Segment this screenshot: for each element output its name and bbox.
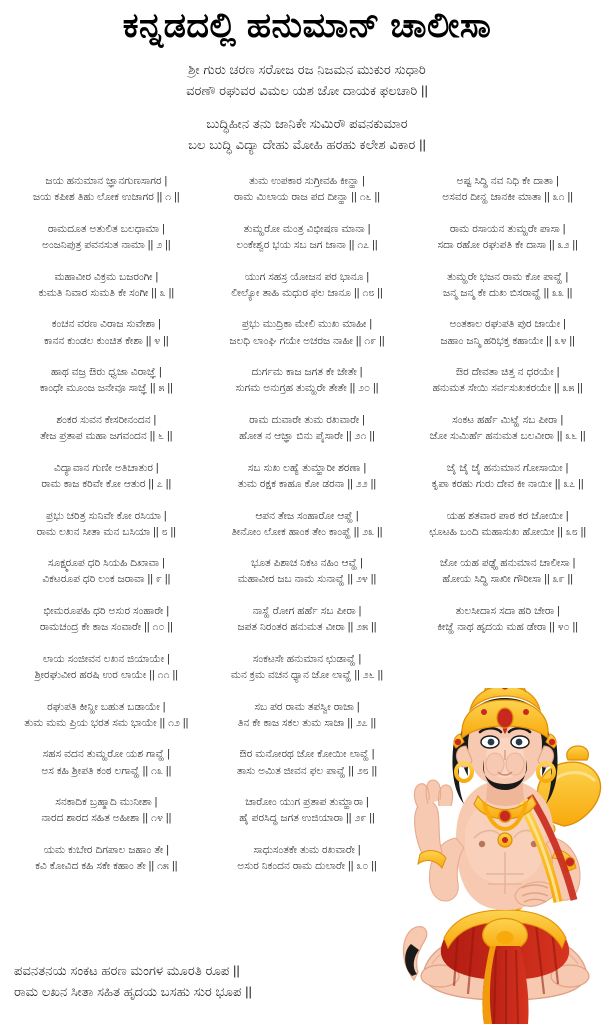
- doha-line: ರಾಮ ಲಖನ ಸೀತಾ ಸಹಿತ ಹೃದಯ ಬಸಹು ಸುರ ಭೂಪ ||: [14, 983, 252, 999]
- verse: [207, 699, 408, 731]
- verse-line: ಹೈ ಪರಸಿದ್ಧ ಜಗತ ಉಜಿಯಾರಾ || ೨೯ ||: [239, 812, 375, 825]
- verse-line: ಸನಕಾದಿಕ ಬ್ರಹ್ಮಾದಿ ಮುನೀಶಾ |: [55, 796, 158, 809]
- verse-line: ರಾಮಚಂದ್ರ ಕೇ ಕಾಜ ಸಂವಾರೇ || ೧೦ ||: [39, 621, 173, 634]
- verse: [207, 842, 408, 874]
- verse-line: ಅಸುರ ನಿಕಂದನ ರಾಮ ದುಲಾರೇ || ೩೦ ||: [237, 860, 377, 873]
- verse: [6, 842, 207, 874]
- verse-line: ಸುಗಮ ಅನುಗ್ರಹ ತುಮ್ಹರೇ ತೇತೇ || ೨೦ ||: [235, 382, 379, 395]
- verse: [207, 603, 408, 635]
- verse: [6, 364, 207, 396]
- verse-line: ಜೋ ಯಹ ಪಢ್ಹೆ ಹನುಮಾನ ಚಾಲೀಸಾ |: [439, 557, 576, 570]
- verse-line: ಕೀಜ್ಹೆ ನಾಥ ಹೃದಯ ಮಹ ಡೇರಾ || ೪೦ ||: [437, 621, 579, 634]
- closing-doha: [14, 960, 252, 1002]
- verse-line: ಪ್ರಭು ಮುದ್ರಿಕಾ ಮೇಲಿ ಮುಖ ಮಾಹೀ |: [241, 318, 373, 331]
- verse: [207, 364, 408, 396]
- verse: [207, 508, 408, 540]
- verse-line: ಅಷ್ಟ ಸಿದ್ಧಿ ನವ ನಿಧಿ ಕೇ ದಾತಾ |: [456, 175, 559, 188]
- verse-line: ಕೃಪಾ ಕರಹು ಗುರು ದೇವ ಕೀ ನಾಯೀ || ೩೭ ||: [431, 477, 584, 490]
- verse-line: ಜಯ ಕಪೀಶ ತಿಹು ಲೋಕ ಉಜಾಗರ || ೧ ||: [33, 191, 180, 204]
- verse-line: ಸಬ ಸುಖ ಲಹ್ಯೆ ತುಮ್ಹಾರೀ ಶರಣಾ |: [247, 461, 367, 474]
- verse: [6, 460, 207, 492]
- opening-doha-stanza-2: [0, 114, 614, 155]
- verse: [6, 173, 207, 205]
- verse: [6, 794, 207, 826]
- verse: [207, 269, 408, 301]
- verse-columns: [0, 173, 614, 890]
- verse-line: ಸೂಕ್ಷ್ಮರೂಪ ಧರಿ ಸಿಯಹಿ ದಿಖಾವಾ |: [47, 557, 165, 570]
- verse: [6, 555, 207, 587]
- verse-line: ಕಾಂಧೇ ಮೂಂಜ ಜನೇವೂ ಸಾಜ್ಞೆ || ೫ ||: [39, 382, 173, 395]
- verse-line: ಯಮ ಕುಬೇರ ದಿಗಪಾಲ ಜಹಾಂ ತೇ |: [43, 844, 169, 856]
- verse-line: ಹಾಥ ವಜ್ರ ಔರು ಧ್ವಜಾ ವಿರಾಜ್ಞೆ |: [50, 366, 162, 379]
- verse-line: ಪ್ರಭು ಚರಿತ್ರ ಸುನಿವೇ ಕೋ ರಸಿಯಾ |: [45, 509, 167, 522]
- verse-line: ಭೂತ ಪಿಶಾಚ ನಿಕಟ ನಹಿಂ ಆವ್ಹೆ |: [251, 557, 363, 570]
- verse-line: ರಾಮದೂತ ಅತುಲಿತ ಬಲಧಾಮಾ |: [47, 222, 165, 235]
- verse: [207, 794, 408, 826]
- verse-line: ಜೈ ಜೈ ಜೈ ಹನುಮಾನ ಗೋಸಾಯೀ |: [446, 461, 569, 474]
- page-title: ಕನ್ನಡದಲ್ಲಿ ಹನುಮಾನ್ ಚಾಲೀಸಾ: [122, 6, 492, 45]
- verse-line: ಔರ ಮನೋರಥ ಜೋ ಕೋಯೀ ಲಾವ್ಹೆ |: [239, 748, 375, 761]
- verse-line: ರಾಮ ಲಖನ ಸೀತಾ ಮನ ಬಸಿಯಾ || ೮ ||: [36, 525, 176, 538]
- verse: [207, 221, 408, 253]
- opening-doha: [0, 60, 614, 155]
- verse-line: ಮನ ಕ್ರಮ ವಚನ ಧ್ಯಾನ ಜೋ ಲಾವ್ಹೆ || ೨೬ ||: [230, 668, 384, 681]
- verse-line: ಜಪತ ನಿರಂತರ ಹನುಮತ ವೀರಾ || ೨೫ ||: [237, 621, 377, 634]
- verse: [407, 316, 608, 348]
- doha-line: ವರಣೌ ರಘುವರ ವಿಮಲ ಯಶ ಜೋ ದಾಯಕ ಫಲಚಾರಿ ||: [186, 82, 428, 98]
- verse-line: ಮಹಾವೀರ ವಿಕ್ರಮ ಬಜರಂಗೀ |: [54, 270, 159, 283]
- verse-line: ಲಾಯ ಸಂಜೀವನ ಲಖನ ಜಿಯಾಯೇ |: [42, 652, 170, 665]
- verse: [6, 316, 207, 348]
- verse-line: ಸಾಧುಸಂತಕೇ ತುಮ ರಖವಾರೇ |: [253, 844, 361, 856]
- verse-line: ಸದಾ ರಹೋ ರಘುಪತಿ ಕೇ ದಾಸಾ || ೩೨ ||: [437, 238, 578, 251]
- verse-line: ಚಾರೋಂ ಯುಗ ಪ್ರತಾಪ ತುಮ್ಹಾರಾ |: [245, 796, 369, 809]
- verse-line: ಭೀಮರೂಪಹಿ ಧರಿ ಅಸುರ ಸಂಹಾರೇ |: [43, 605, 170, 618]
- verse-line: ರಾಮ ರಸಾಯನ ತುಮ್ಹರೇ ಪಾಸಾ |: [449, 222, 566, 235]
- verse: [207, 316, 408, 348]
- verse-line: ರಘುಪತಿ ಕೀನ್ಹೀ ಬಹುತ ಬಡಾಯೇ |: [47, 700, 166, 713]
- verse-column-1: [6, 173, 207, 890]
- verse-line: ಜಯ ಹನುಮಾನ ಜ್ಞಾನಗುಣಸಾಗರ |: [45, 175, 168, 188]
- verse-line: ಅಸವರ ದೀನ್ಹ ಜಾನಕೀ ಮಾತಾ || ೩೧ ||: [442, 191, 574, 204]
- doha-line: ಬುದ್ಧಿಹೀನ ತನು ಜಾನಿಕೇ ಸುಮಿರೌ ಪವನಕುಮಾರ: [206, 116, 408, 132]
- verse: [207, 460, 408, 492]
- verse-line: ರಾಮ ಮಿಲಾಯ ರಾಜ ಪದ ದೀನ್ಹಾ || ೧೬ ||: [233, 191, 381, 204]
- verse: [407, 603, 608, 635]
- verse-line: ವಿಕಟರೂಪ ಧರಿ ಲಂಕ ಜರಾವಾ || ೯ ||: [42, 573, 171, 586]
- verse-line: ಛೂಟಹಿ ಬಂದಿ ಮಹಾಸುಖ ಹೋಯೀ || ೩೮ ||: [429, 525, 587, 538]
- verse: [207, 555, 408, 587]
- verse: [407, 555, 608, 587]
- verse-line: ಜಲಧಿ ಲಾಂಘಿ ಗಯೇ ಅಚರಜ ನಾಹೀ || ೧೯ ||: [229, 334, 385, 347]
- verse-column-3: [407, 173, 608, 635]
- verse-line: ಅಸ ಕಹಿ ಶ್ರೀಪತಿ ಕಂಠ ಲಗಾವ್ಹೆ || ೧೩ ||: [41, 764, 172, 777]
- verse-line: ಜಹಾಂ ಜನ್ಮಿ ಹರಿಭಕ್ತ ಕಹಾಯೇ || ೩೪ ||: [440, 334, 575, 347]
- verse-line: ಯಹ ಶತವಾರ ಪಾಠ ಕರ ಜೋಯೀ |: [446, 509, 569, 522]
- verse-line: ರಾಮ ದುವಾರೇ ತುಮ ರಖವಾರೇ |: [249, 413, 365, 426]
- opening-doha-stanza-1: [0, 60, 614, 101]
- verse-line: ನಾರದ ಶಾರದ ಸಹಿತ ಅಹೀಶಾ || ೧೪ ||: [41, 812, 172, 825]
- verse-line: ತುಮ ಮಮ ಪ್ರಿಯ ಭರತ ಸಮ ಭಾಯೇ || ೧೨ ||: [24, 716, 189, 729]
- verse-line: ರಾಮ ಕಾಜ ಕರಿವೇ ಕೋ ಆತುರ || ೭ ||: [41, 477, 172, 490]
- verse-line: ತುಮ ರಕ್ಷಕ ಕಾಹೂ ಕೋ ಡರನಾ || ೨೨ ||: [237, 477, 377, 490]
- verse-line: ಯುಗ ಸಹಸ್ರ ಯೋಜನ ಪರ ಭಾನೂ |: [244, 270, 370, 283]
- verse: [207, 412, 408, 444]
- verse: [407, 269, 608, 301]
- verse-line: ಸಬ ಪರ ರಾಮ ತಪಸ್ವೀ ರಾಜಾ |: [254, 700, 360, 713]
- verse: [6, 603, 207, 635]
- verse-line: ಅಂಜನಿಪುತ್ರ ಪವನಸುತ ನಾಮಾ || ೨ ||: [42, 238, 171, 251]
- verse-line: ಸಂಕಟಸೇ ಹನುಮಾನ ಛುಡಾವ್ಹೆ |: [252, 652, 362, 665]
- verse-line: ತಿನ ಕೇ ಕಾಜ ಸಕಲ ತುಮ ಸಾಜಾ || ೨೭ ||: [237, 716, 377, 729]
- verse: [407, 221, 608, 253]
- verse: [407, 412, 608, 444]
- verse-line: ವಿದ್ಯಾವಾನ ಗುಣೀ ಅತಿಚಾತುರ |: [53, 461, 159, 474]
- verse-line: ಆಪನ ತೇಜ ಸಂಹಾರೋ ಆಪ್ಹೆ |: [255, 509, 359, 522]
- verse-line: ಹೋಯ ಸಿದ್ಧಿ ಸಾಖೀ ಗೌರೀಸಾ || ೩೯ ||: [442, 573, 574, 586]
- verse-line: ತುಮ ಉಪಕಾರ ಸುಗ್ರೀವಹಿ ಕೀನ್ಹಾ |: [249, 175, 365, 188]
- verse-line: ಮಹಾವೀರ ಜಬ ನಾಮ ಸುನಾವ್ಹೆ || ೨೪ ||: [237, 573, 377, 586]
- verse: [207, 651, 408, 683]
- doha-line: ಬಲ ಬುದ್ಧಿ ವಿದ್ಯಾ ದೇಹು ಮೋಹಿ ಹರಹು ಕಲೇಶ ವಿಕಾರ ||: [188, 136, 426, 152]
- verse-line: ಲೀಲ್ಯೋ ತಾಹಿ ಮಧುರ ಫಲ ಜಾನೂ || ೧೮ ||: [231, 286, 383, 299]
- verse-line: ತೀನೋಂ ಲೋಕ ಹಾಂಕ ತೇಂ ಕಾಂಪ್ಹೆ || ೨೩ ||: [231, 525, 383, 538]
- verse-line: ನಾಸ್ಹೆ ರೋಗ ಹರ್ಹೆ ಸಬ ಪೀರಾ |: [252, 605, 362, 618]
- verse: [6, 699, 207, 731]
- verse-line: ದುರ್ಗಮ ಕಾಜ ಜಗತ ಕೇ ಜೇತೇ |: [251, 366, 363, 379]
- verse: [407, 508, 608, 540]
- verse: [207, 173, 408, 205]
- verse-line: ತಾಸು ಅಮಿತ ಜೀವನ ಫಲ ಪಾವ್ಹೆ || ೨೮ ||: [236, 764, 378, 777]
- verse-line: ಲಂಕೇಶ್ವರ ಭಯ ಸಬ ಜಗ ಜಾನಾ || ೧೭ ||: [236, 238, 378, 251]
- verse-line: ಅಂತಕಾಲ ರಘುಪತಿ ಪುರ ಜಾಯೇ |: [449, 318, 566, 331]
- verse: [6, 651, 207, 683]
- verse-line: ಸಂಕಟ ಹರ್ಹೆ ಮಿಟ್ಹೆ ಸಬ ಪೀರಾ |: [452, 413, 564, 426]
- doha-line: ಪವನತನಯ ಸಂಕಟ ಹರಣ ಮಂಗಳ ಮೂರತಿ ರೂಪ ||: [14, 962, 240, 978]
- verse-line: ಶಂಕರ ಸುವನ ಕೇಸರೀನಂದನ |: [56, 413, 157, 426]
- verse-line: ಹನುಮತ ಸೇಯಿ ಸರ್ವಸುಖಕರಯೇ || ೩೫ ||: [432, 382, 583, 395]
- verse-line: ಸಹಸ ವದನ ತುಮ್ಹರೋ ಯಶ ಗಾವ್ಹೆ |: [42, 748, 171, 761]
- verse: [6, 269, 207, 301]
- verse-line: ಕಾನನ ಕುಂಡಲ ಕುಂಚಿತ ಕೇಶಾ || ೪ ||: [43, 334, 169, 347]
- verse: [6, 746, 207, 778]
- verse-line: ತುಮ್ಹರೇ ಭಜನ ರಾಮ ಕೋ ಪಾವ್ಹೆ |: [447, 270, 569, 283]
- verse: [407, 173, 608, 205]
- verse-line: ಕುಮತಿ ನಿವಾರ ಸುಮತಿ ಕೇ ಸಂಗೀ || ೩ ||: [38, 286, 175, 299]
- verse-line: ಜೋ ಸುಮಿರ್ಹೆ ಹನುಮತ ಬಲವೀರಾ || ೩೬ ||: [429, 430, 586, 443]
- verse: [6, 412, 207, 444]
- verse-line: ತುಮ್ಹರೋ ಮಂತ್ರ ವಿಭೀಷಣ ಮಾನಾ |: [243, 222, 371, 235]
- verse-line: ತುಲಸೀದಾಸ ಸದಾ ಹರಿ ಚೇರಾ |: [455, 605, 560, 618]
- verse: [207, 746, 408, 778]
- verse-line: ಶ್ರೀರಘುವೀರ ಹರಷಿ ಉರ ಲಾಯೇ || ೧೧ ||: [34, 668, 178, 681]
- verse-line: ಜನ್ಮ ಜನ್ಮ ಕೇ ದುಖ ಬಿಸರಾವ್ಹೆ || ೩೩ ||: [442, 286, 573, 299]
- doha-line: ಶ್ರೀ ಗುರು ಚರಣ ಸರೋಜ ರಜ ನಿಜಮನ ಮುಕುರ ಸುಧಾರಿ: [188, 62, 426, 78]
- verse: [407, 460, 608, 492]
- verse-line: ಕವಿ ಕೋವಿದ ಕಹಿ ಸಕೇ ಕಹಾಂ ತೇ || ೧೫ ||: [35, 860, 178, 873]
- verse: [6, 508, 207, 540]
- verse: [6, 221, 207, 253]
- verse-line: ಔರ ದೇವತಾ ಚಿತ್ತ ನ ಧರಯೇ |: [455, 366, 560, 379]
- verse-line: ತೇಜ ಪ್ರತಾಪ ಮಹಾ ಜಗವಂದನ || ೬ ||: [40, 430, 173, 443]
- verse: [407, 364, 608, 396]
- verse-line: ಕಂಚನ ವರಣ ವಿರಾಜ ಸುವೇಶಾ |: [51, 318, 161, 331]
- verse-line: ಹೋತ ನ ಆಜ್ಞಾ ಬಿನು ಪೈಸಾರೇ || ೨೧ ||: [239, 430, 375, 443]
- verse-column-2: [207, 173, 408, 890]
